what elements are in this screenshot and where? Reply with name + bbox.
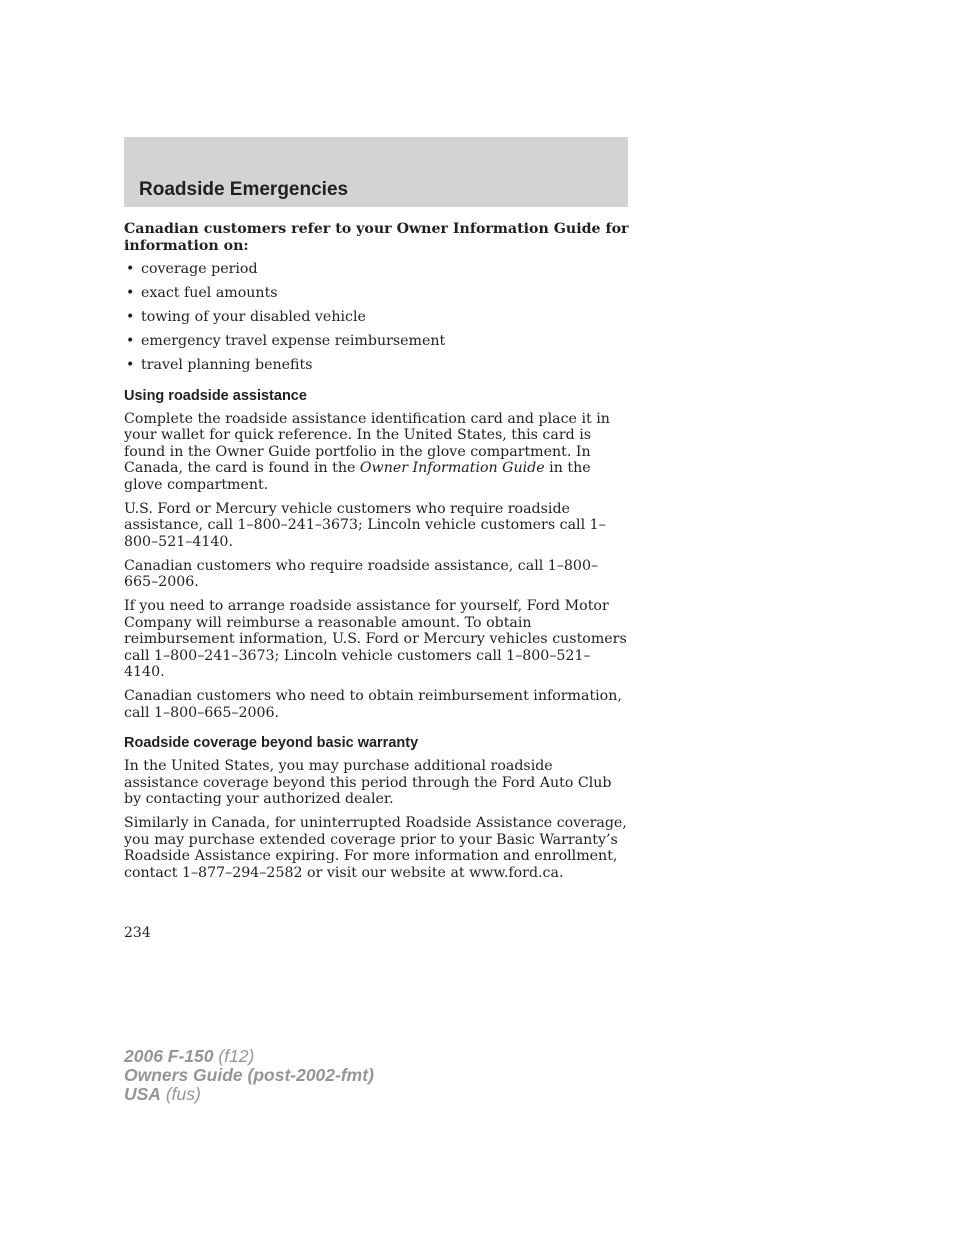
list-item-text: travel planning benefits <box>141 357 313 373</box>
footer-line-market <box>124 1085 374 1104</box>
list-item-text: exact fuel amounts <box>141 285 278 301</box>
list-item-text: emergency travel expense reimbursement <box>141 333 446 349</box>
paragraph-canada-phone-number: Canadian customers who require roadside assistance, call 1–800–665–2006. <box>124 557 599 590</box>
paragraph-reimbursement: If you need to arrange roadside assistance for yourself, Ford Motor Company will reimburse a reasonable amount. To obtain reimbursement information, U.S. Ford or Mercury vehicles customers call 1–800–241–3673; Lincoln vehicle customers call 1–800–521–4140. <box>124 598 627 680</box>
footer-model-code: (f12) <box>213 1046 255 1066</box>
footer-market-code: (fus) <box>160 1084 201 1104</box>
paragraph-canada-extended-coverage: Similarly in Canada, for uninterrupted Roadside Assistance coverage, you may purchase extended coverage prior to your Basic Warranty’s Roadside Assistance expiring. For more information and enrollment, contact 1–877–294–2582 or visit our website at www.ford.ca. <box>124 815 627 881</box>
section-title: Roadside Emergencies <box>139 179 349 200</box>
section-header-band <box>124 137 628 207</box>
footer-line-guide <box>124 1066 374 1085</box>
paragraph-text: Complete the roadside assistance identification card and place it in your wallet for quick reference. In the United States, this card is found in the Owner Guide portfolio in the glove compartment. In Canada, the card is found in the <box>124 410 610 476</box>
paragraph-canada-reimbursement: Canadian customers who need to obtain reimbursement information, call 1–800–665–2006. <box>124 688 622 721</box>
list-item <box>124 357 630 374</box>
list-item <box>124 261 630 278</box>
list-item-text: towing of your disabled vehicle <box>141 309 366 325</box>
paragraph-identification-card <box>124 411 630 494</box>
bullet-icon: • <box>126 333 135 349</box>
list-item <box>124 333 630 350</box>
bullet-icon: • <box>126 285 135 301</box>
paragraph-text: in the glove compartment. <box>124 460 591 493</box>
subheading-using-roadside-assistance: Using roadside assistance <box>124 387 307 404</box>
footer-model: 2006 F-150 <box>124 1046 214 1066</box>
bullet-icon: • <box>126 357 135 373</box>
list-item <box>124 309 630 326</box>
paragraph-us-phone-numbers: U.S. Ford or Mercury vehicle customers who require roadside assistance, call 1–800–241–3673; Lincoln vehicle customers call 1–800–521–4140. <box>124 500 606 550</box>
footer-market: USA <box>124 1084 161 1104</box>
list-item <box>124 285 630 302</box>
footer-line-model <box>124 1047 374 1066</box>
document-footer <box>124 1047 374 1104</box>
bullet-icon: • <box>126 261 135 277</box>
list-item-text: coverage period <box>141 261 258 277</box>
page-number: 234 <box>124 925 151 941</box>
paragraph-us-additional-coverage: In the United States, you may purchase additional roadside assistance coverage beyond this period through the Ford Auto Club by contacting your authorized dealer. <box>124 758 612 807</box>
owner-information-guide-reference: Owner Information Guide <box>359 460 545 476</box>
subheading-coverage-beyond-warranty: Roadside coverage beyond basic warranty <box>124 735 419 751</box>
info-bullet-list <box>124 261 630 374</box>
footer-guide-name: Owners Guide (post-2002-fmt) <box>124 1065 374 1085</box>
intro-paragraph: Canadian customers refer to your Owner Information Guide for information on: <box>124 221 629 254</box>
bullet-icon: • <box>126 309 135 325</box>
page-content <box>124 221 630 889</box>
